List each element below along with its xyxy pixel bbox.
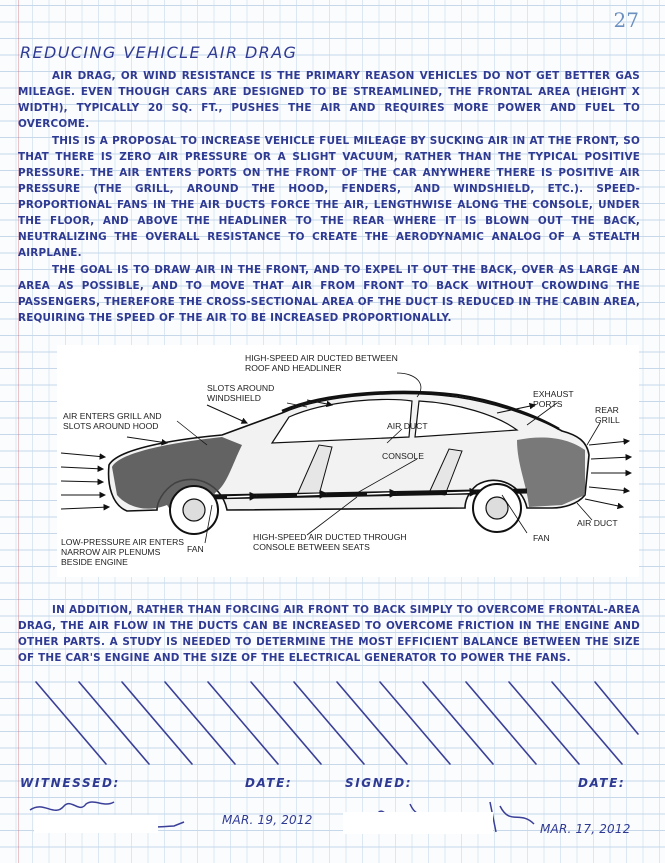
label-fan-front: FAN — [187, 544, 204, 554]
paragraph-addition: IN ADDITION, RATHER THAN FORCING AIR FRONT TO BACK SIMPLY TO OVERCOME FRONTAL-AREA DRAG, THE AIR FLOW IN THE DUCTS CAN BE INCREASED TO OVERCOME FRICTION IN THE ENGINE AND OTHER PARTS. A STUDY IS NEEDED TO DETERMINE THE MOST EFFICIENT BALANCE BETWEEN THE SIZE OF THE CAR'S ENGINE AND THE SIZE OF THE ELECTRICAL GENERATOR TO POWER THE FANS. — [18, 604, 640, 664]
label-console: CONSOLE — [382, 451, 425, 461]
label-roof-duct: HIGH-SPEED AIR DUCTED BETWEEN ROOF AND HEADLINER — [245, 353, 398, 373]
label-exhaust-ports: EXHAUST PORTS — [533, 389, 574, 409]
paragraph-goal: THE GOAL IS TO DRAW AIR IN THE FRONT, AND TO EXPEL IT OUT THE BACK, OVER AS LARGE AN AREA AS POSSIBLE, AND TO MOVE THAT AIR FROM FRONT TO BACK WITHOUT CROWDING THE PASSENGERS, THEREFORE THE CROSS-SECTIONAL AREA OF THE DUCT IS REDUCED IN THE CABIN AREA, REQUIRING THE SPEED OF THE AIR TO BE INCREASED PROPORTIONALLY. — [18, 264, 640, 324]
date-label-witness: DATE: — [245, 776, 293, 790]
label-air-duct-cabin: AIR DUCT — [387, 421, 428, 431]
label-fan-rear: FAN — [533, 533, 550, 543]
redacted-witness-name — [34, 815, 158, 833]
witnessed-label: WITNESSED: — [20, 776, 120, 790]
label-slots-windshield: SLOTS AROUND WINDSHIELD — [207, 383, 275, 403]
redacted-signer-name — [343, 812, 493, 834]
paragraph-proposal: THIS IS A PROPOSAL TO INCREASE VEHICLE FUEL MILEAGE BY SUCKING AIR IN AT THE FRONT, SO THAT THERE IS ZERO AIR PRESSURE OR A SLIGHT VACUUM, RATHER THAN THE TYPICAL POSITIVE PRESSURE. THE AIR ENTERS PORTS ON THE FRONT OF THE CAR ANYWHERE THERE IS POSITIVE AIR PRESSURE (THE GRILL, AROUND THE HOOD, FENDERS, AND WINDSHIELD, ETC.). SPEED-PROPORTIONAL FANS IN THE AIR DUCTS FORCE THE AIR, LENGTHWISE ALONG THE CONSOLE, UNDER THE FLOOR, AND ABOVE THE HEADLINER TO THE REAR WHERE IT IS BLOWN OUT THE BACK, NEUTRALIZING THE OVERALL RESISTANCE TO CREATE THE AERODYNAMIC ANALOG OF A STEALTH AIRPLANE. — [18, 135, 640, 259]
witness-date: MAR. 19, 2012 — [222, 813, 313, 827]
signed-label: SIGNED: — [345, 776, 413, 790]
blank-area-crossout — [24, 672, 644, 772]
page-number: 27 — [613, 8, 639, 32]
label-rear-grill: REAR GRILL — [595, 405, 620, 425]
label-air-duct-rear: AIR DUCT — [577, 518, 618, 528]
signed-date: MAR. 17, 2012 — [540, 822, 631, 836]
car-airflow-diagram — [57, 345, 639, 577]
label-low-pressure-air: LOW-PRESSURE AIR ENTERS NARROW AIR PLENUMS BESIDE ENGINE — [61, 537, 185, 567]
page-title: REDUCING VEHICLE AIR DRAG — [20, 43, 298, 62]
label-console-duct: HIGH-SPEED AIR DUCTED THROUGH CONSOLE BETWEEN SEATS — [253, 532, 407, 552]
paragraph-air-drag: AIR DRAG, OR WIND RESISTANCE IS THE PRIMARY REASON VEHICLES DO NOT GET BETTER GAS MILEAGE. EVEN THOUGH CARS ARE DESIGNED TO BE STREAMLINED, THE FRONTAL AREA (HEIGHT X WIDTH), TYPICALLY 20 SQ. FT., PUSHES THE AIR AND REQUIRES MORE POWER AND FUEL TO OVERCOME. — [18, 70, 640, 130]
label-grill-hood: AIR ENTERS GRILL AND SLOTS AROUND HOOD — [63, 411, 162, 431]
date-label-signed: DATE: — [578, 776, 626, 790]
